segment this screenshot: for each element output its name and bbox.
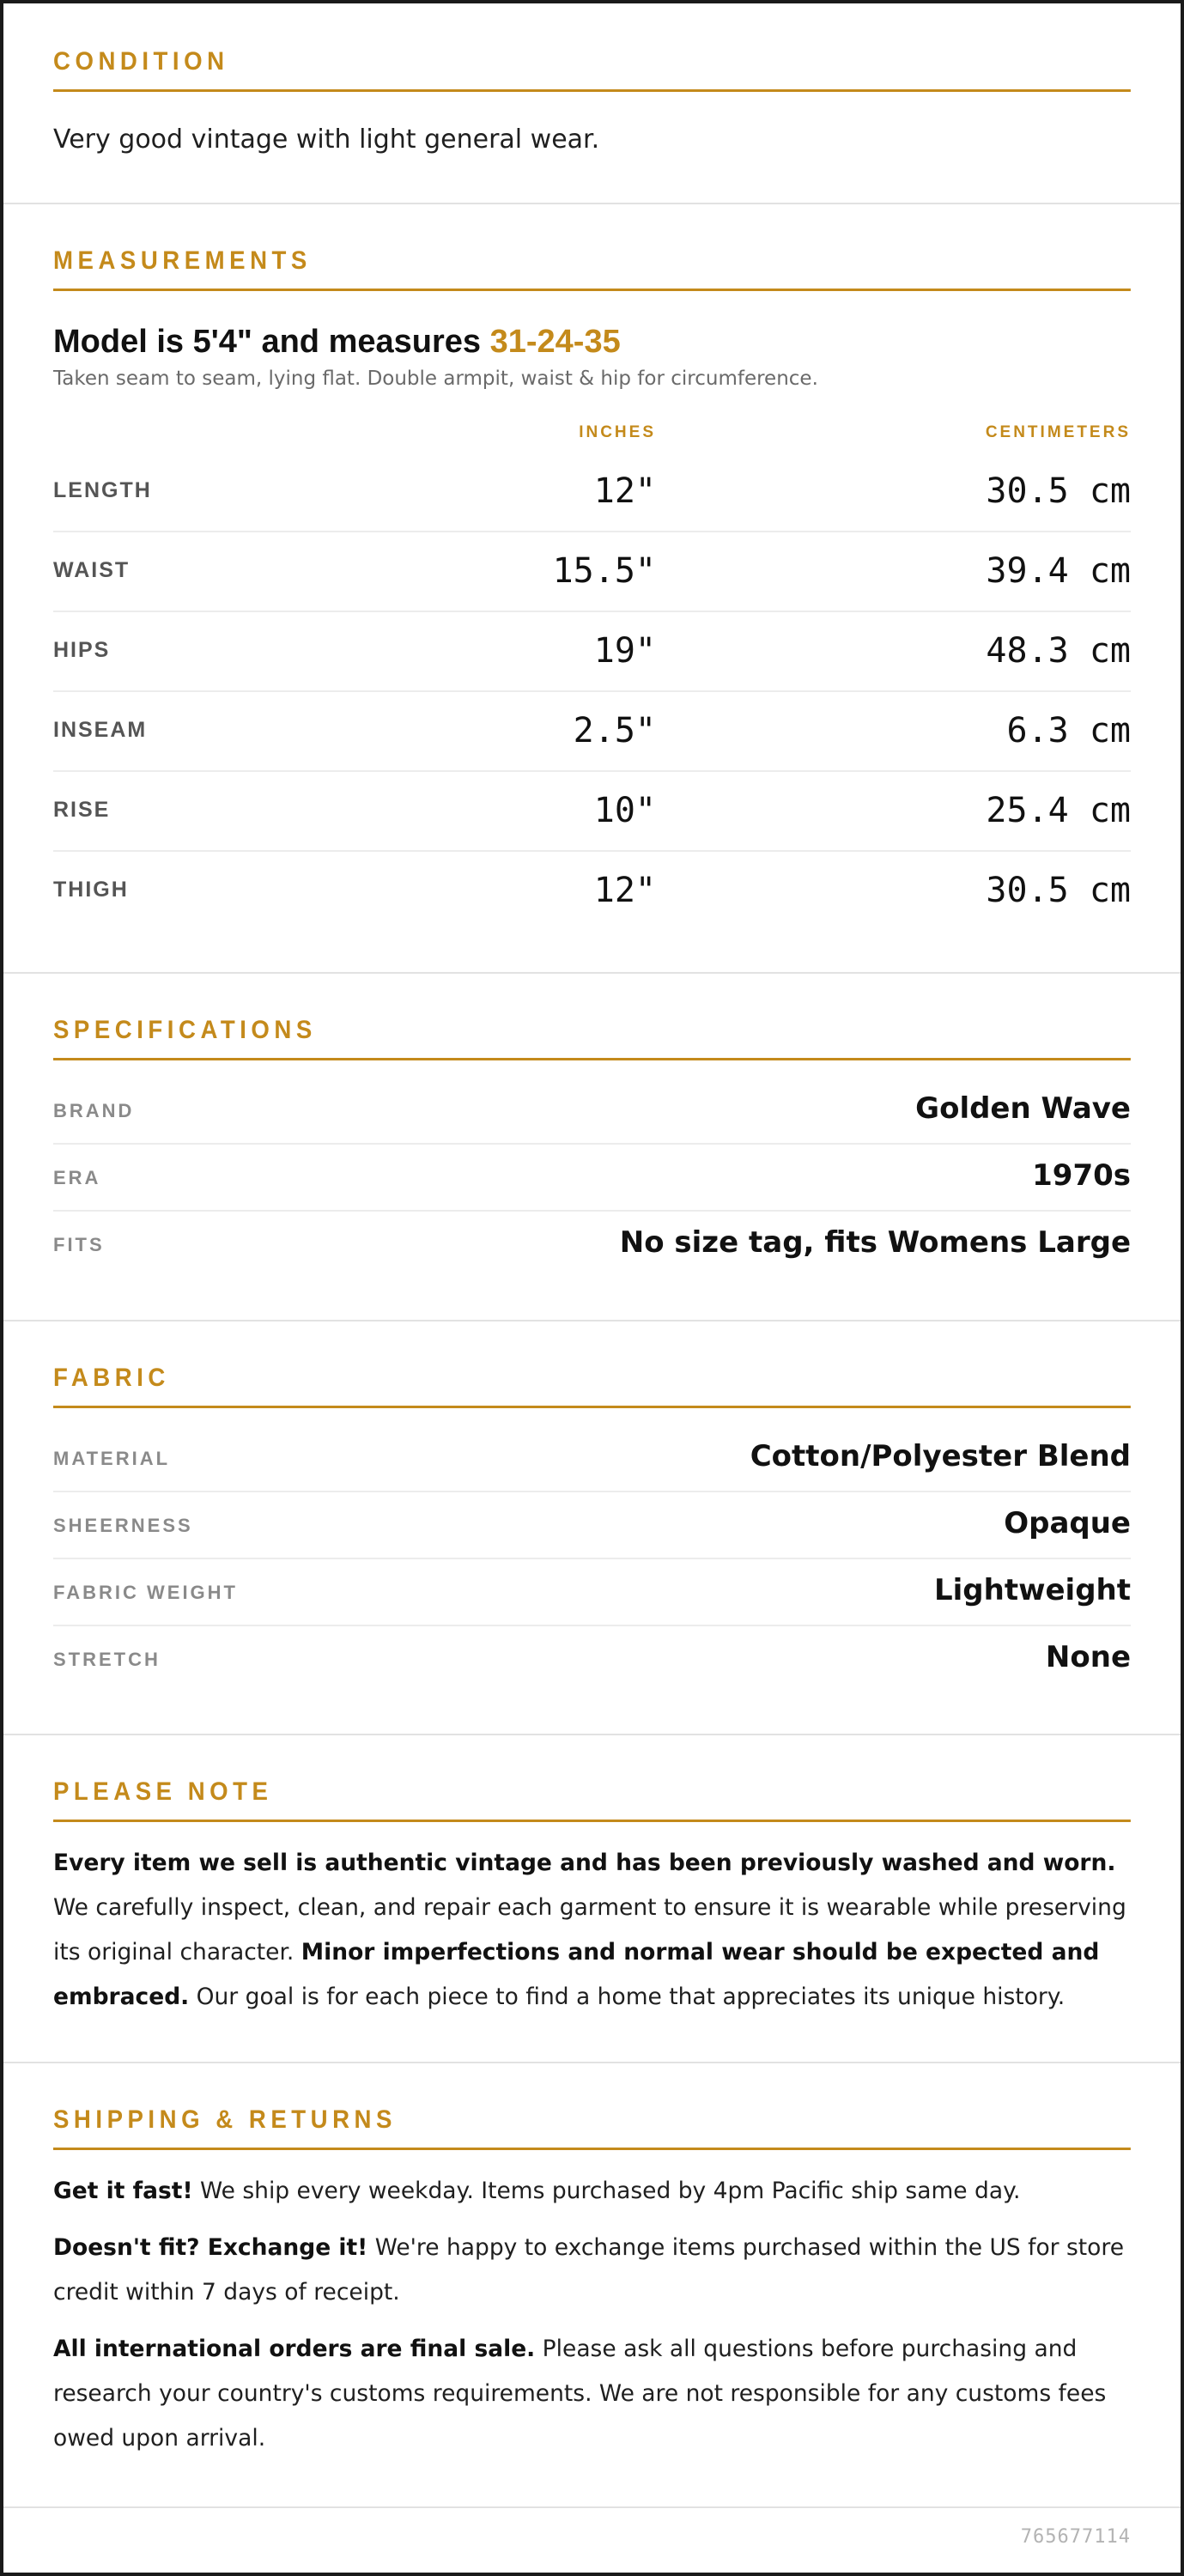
spec-label: FITS <box>53 1234 105 1255</box>
shipping-text <box>53 2169 1131 2461</box>
shipping-paragraph-exchange <box>53 2226 1131 2315</box>
note-emphasis-2: Minor imperfections and normal wear should be expected and embraced. <box>53 1939 1100 2010</box>
listing-id: 765677114 <box>1020 2526 1131 2548</box>
measurement-cm: 48.3 cm <box>986 631 1131 671</box>
shipping-detail: We ship every weekday. Items purchased by 4pm Pacific ship same day. <box>192 2178 1021 2204</box>
measurement-note: Taken seam to seam, lying flat. Double armpit, waist & hip for circumference. <box>53 368 818 390</box>
shipping-detail: We're happy to exchange items purchased within the US for store credit within 7 days of receipt. <box>53 2234 1125 2306</box>
spec-value: Golden Wave <box>915 1091 1131 1126</box>
fabric-section <box>3 1320 1181 1735</box>
fabric-row-weight <box>53 1559 1131 1626</box>
measurement-cm: 6.3 cm <box>1006 711 1131 750</box>
shipping-emphasis: All international orders are final sale. <box>53 2336 536 2362</box>
measurement-inches: 10" <box>593 791 656 830</box>
shipping-emphasis: Get it fast! <box>53 2178 193 2204</box>
measurement-inches: 12" <box>593 471 656 511</box>
spec-row-era <box>53 1145 1131 1212</box>
spec-row-fits <box>53 1212 1131 1277</box>
specifications-section <box>3 972 1181 1321</box>
measurement-inches: 15.5" <box>552 551 656 591</box>
fabric-list <box>53 1425 1131 1692</box>
measurements-heading: MEASUREMENTS <box>53 246 1131 291</box>
condition-text: Very good vintage with light general wear. <box>53 125 600 155</box>
condition-section <box>3 3 1181 204</box>
fabric-value: Cotton/Polyester Blend <box>750 1439 1131 1473</box>
please-note-section <box>3 1734 1181 2063</box>
specifications-list <box>53 1078 1131 1277</box>
model-measures-value: 31-24-35 <box>489 324 621 360</box>
fabric-heading: FABRIC <box>53 1363 1131 1408</box>
measurement-row-length <box>53 453 1131 532</box>
column-header-centimeters: CENTIMETERS <box>985 423 1131 441</box>
fabric-value: None <box>1045 1640 1131 1674</box>
shipping-paragraph-international <box>53 2327 1131 2461</box>
shipping-paragraph-fast <box>53 2169 1131 2214</box>
fabric-label: SHEERNESS <box>53 1515 193 1536</box>
spec-row-brand <box>53 1078 1131 1145</box>
column-header-inches: INCHES <box>579 423 656 441</box>
measurement-inches: 19" <box>593 631 656 671</box>
model-prefix: Model is 5'4" and measures <box>53 324 490 360</box>
measurements-table <box>53 453 1131 930</box>
condition-heading: CONDITION <box>53 46 1131 92</box>
fabric-row-sheerness <box>53 1492 1131 1559</box>
measurement-cm: 25.4 cm <box>986 791 1131 830</box>
measurement-cm: 39.4 cm <box>986 551 1131 591</box>
measurement-label: INSEAM <box>53 718 148 742</box>
fabric-value: Opaque <box>1004 1506 1131 1540</box>
shipping-returns-section <box>3 2062 1181 2508</box>
measurement-inches: 2.5" <box>573 711 656 750</box>
measurement-cm: 30.5 cm <box>986 471 1131 511</box>
measurement-cm: 30.5 cm <box>986 871 1131 910</box>
measurement-label: WAIST <box>53 558 131 582</box>
note-emphasis-1: Every item we sell is authentic vintage and has been previously washed and worn. <box>53 1850 1116 1876</box>
measurement-row-inseam <box>53 692 1131 772</box>
spec-label: ERA <box>53 1167 101 1188</box>
shipping-emphasis: Doesn't fit? Exchange it! <box>53 2234 368 2261</box>
fabric-label: STRETCH <box>53 1649 161 1670</box>
spec-value: 1970s <box>1032 1158 1131 1193</box>
measurement-label: RISE <box>53 798 111 822</box>
fabric-label: FABRIC WEIGHT <box>53 1582 238 1603</box>
please-note-heading: PLEASE NOTE <box>53 1777 1131 1822</box>
measurement-label: HIPS <box>53 638 111 662</box>
specifications-heading: SPECIFICATIONS <box>53 1015 1131 1060</box>
measurement-row-rise <box>53 772 1131 852</box>
model-measurements <box>53 322 1131 361</box>
measurement-row-thigh <box>53 852 1131 930</box>
fabric-value: Lightweight <box>933 1573 1131 1607</box>
fabric-row-stretch <box>53 1626 1131 1692</box>
measurements-section <box>3 203 1181 974</box>
fabric-label: MATERIAL <box>53 1448 171 1469</box>
measurement-label: LENGTH <box>53 478 152 502</box>
fabric-row-material <box>53 1425 1131 1492</box>
spec-label: BRAND <box>53 1100 135 1121</box>
measurement-row-hips <box>53 612 1131 692</box>
note-text-2: Our goal is for each piece to find a home that appreciates its unique history. <box>189 1984 1066 2010</box>
shipping-detail: Please ask all questions before purchasing and research your country's customs requirements. We are not responsible for any customs fees owed upon arrival. <box>53 2336 1107 2451</box>
please-note-text <box>53 1841 1131 2020</box>
note-text-1: We carefully inspect, clean, and repair each garment to ensure it is wearable while preserving its original character. <box>53 1894 1126 1965</box>
spec-value: No size tag, fits Womens Large <box>619 1225 1131 1260</box>
shipping-heading: SHIPPING & RETURNS <box>53 2105 1131 2150</box>
measurement-label: THIGH <box>53 878 129 902</box>
measurements-table-header <box>53 423 1131 449</box>
measurement-inches: 12" <box>593 871 656 910</box>
measurement-row-waist <box>53 532 1131 612</box>
